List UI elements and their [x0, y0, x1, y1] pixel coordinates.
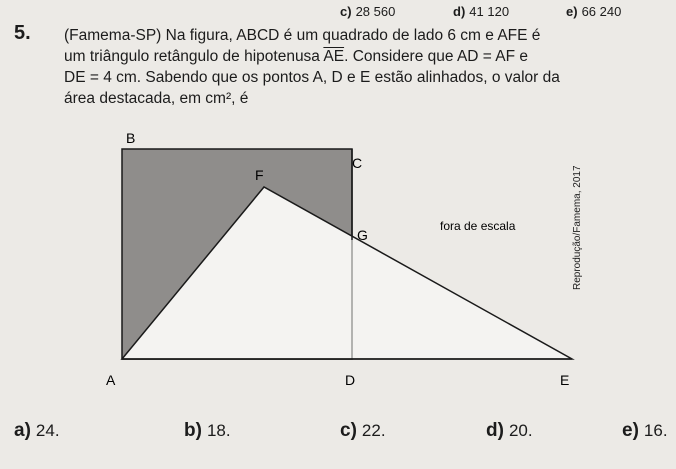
image-credit: Reprodução/Famema, 2017	[572, 165, 583, 290]
label-c: C	[352, 155, 363, 171]
answer-e[interactable]: e) 16.	[622, 420, 668, 441]
stem-line-1: (Famema-SP) Na figura, ABCD é um quadrado de lado 6 cm e AFE é	[64, 27, 541, 44]
scale-note: fora de escala	[440, 219, 516, 233]
option-d-prev: d) 41 120	[453, 4, 510, 19]
stem-line-3: DE = 4 cm. Sabendo que os pontos A, D e E estão alinhados, o valor da	[64, 69, 560, 86]
answer-b[interactable]: b) 18.	[184, 420, 231, 441]
label-g: G	[357, 227, 368, 243]
label-d: D	[345, 372, 356, 388]
answer-options	[0, 420, 676, 450]
label-e: E	[560, 372, 570, 388]
answer-c[interactable]: c) 22.	[340, 420, 386, 441]
answer-a[interactable]: a) 24.	[14, 420, 60, 441]
option-c-prev: c) 28 560	[340, 4, 396, 19]
question-number: 5.	[14, 22, 31, 44]
label-a: A	[106, 372, 116, 388]
stem-line-4: área destacada, em cm², é	[64, 90, 249, 107]
option-e-prev: e) 66 240	[566, 4, 622, 19]
answer-d[interactable]: d) 20.	[486, 420, 533, 441]
label-f: F	[255, 167, 264, 183]
segment-ae: $\overline{AE}$	[323, 48, 345, 65]
stem-line-2: um triângulo retângulo de hipotenusa $\overline{AE}$. Considere que AD = AF e	[64, 48, 529, 65]
label-b: B	[126, 130, 136, 146]
